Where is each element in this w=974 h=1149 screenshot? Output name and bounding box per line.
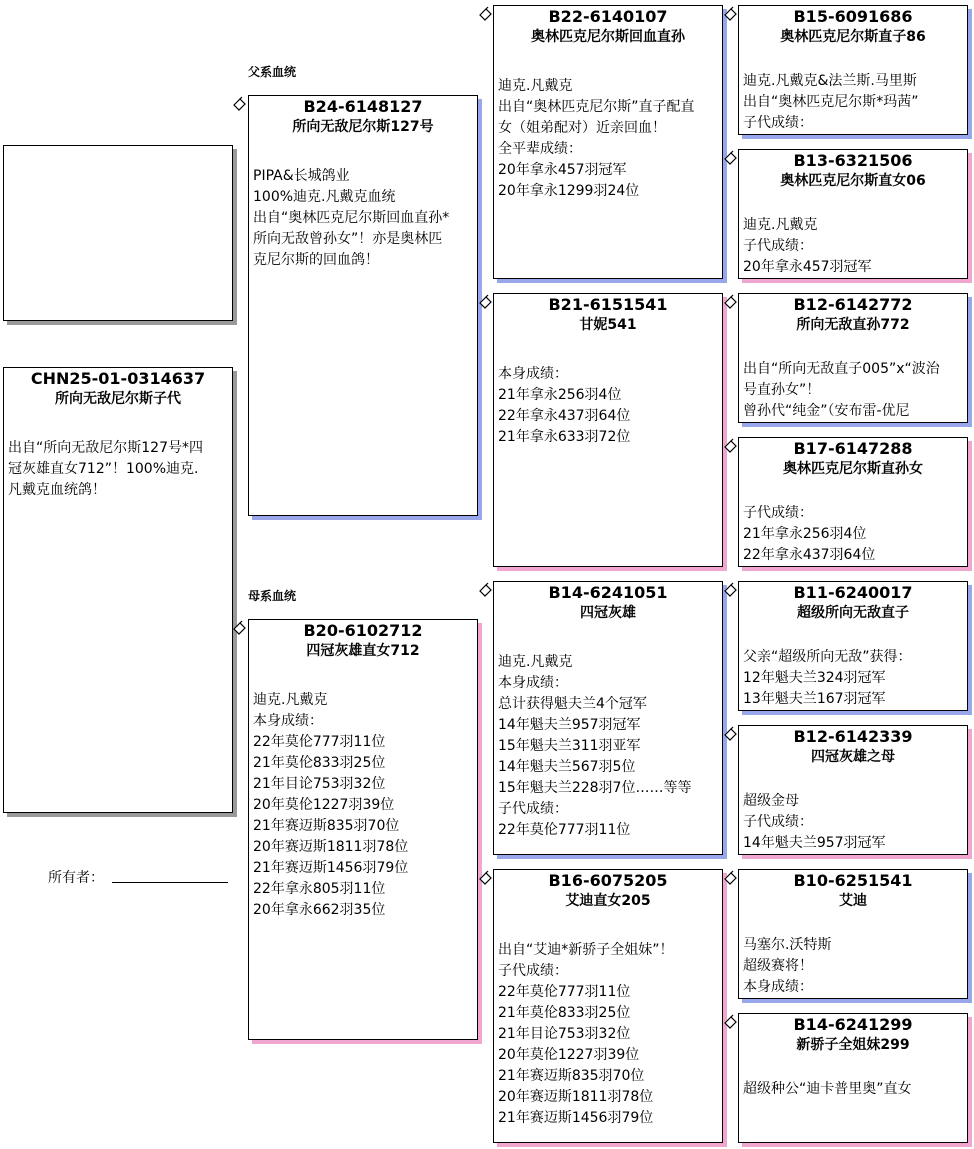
ring-number: B16-6075205 bbox=[548, 871, 668, 890]
pedigree-box-subject[interactable] bbox=[3, 367, 233, 813]
bird-notes bbox=[739, 791, 967, 854]
edit-icon[interactable] bbox=[723, 726, 739, 742]
pedigree-box-dam-sire[interactable] bbox=[493, 581, 723, 855]
note-line: 20年赛迈斯1811羽78位 bbox=[253, 839, 409, 855]
pedigree-box-dam[interactable] bbox=[248, 619, 478, 1040]
edit-icon[interactable] bbox=[723, 6, 739, 22]
bird-name: 四冠灰雄 bbox=[580, 605, 636, 621]
bird-notes bbox=[4, 438, 232, 501]
note-line: 超级金母 bbox=[743, 793, 799, 809]
bird-name: 艾迪直女205 bbox=[565, 893, 651, 909]
note-line: 21年拿永256羽4位 bbox=[743, 526, 867, 542]
note-line: 22年莫伦777羽11位 bbox=[498, 822, 631, 838]
ring-number: CHN25-01-0314637 bbox=[30, 369, 206, 388]
ring-number: B13-6321506 bbox=[793, 151, 913, 170]
note-line: 14年魁夫兰957羽冠军 bbox=[498, 717, 641, 733]
pedigree-box-ssd[interactable] bbox=[738, 149, 968, 279]
note-line: 13年魁夫兰167羽冠军 bbox=[743, 691, 886, 707]
edit-icon[interactable] bbox=[478, 294, 494, 310]
note-line: 本身成绩： bbox=[498, 366, 568, 382]
note-line: 子代成绩： bbox=[743, 505, 813, 521]
edit-icon[interactable] bbox=[478, 6, 494, 22]
ring-number: B12-6142339 bbox=[793, 727, 913, 746]
bird-name: 所向无敌直孙772 bbox=[796, 317, 910, 333]
bird-notes bbox=[739, 935, 967, 998]
edit-icon[interactable] bbox=[232, 96, 248, 112]
ring-number: B24-6148127 bbox=[303, 97, 423, 116]
ring-number: B22-6140107 bbox=[548, 7, 668, 26]
note-line: 出自“奥林匹克尼尔斯*玛茜” bbox=[743, 94, 919, 110]
note-line: 总计获得魁夫兰4个冠军 bbox=[498, 696, 647, 712]
note-line: 本身成绩： bbox=[253, 713, 323, 729]
ring-number: B21-6151541 bbox=[548, 295, 668, 314]
note-line: 迪克.凡戴克 bbox=[498, 654, 573, 670]
bird-name: 所向无敌尼尔斯子代 bbox=[55, 391, 181, 407]
note-line: 100%迪克.凡戴克血统 bbox=[253, 189, 396, 205]
bird-name: 奥林匹克尼尔斯回血直孙 bbox=[531, 29, 685, 45]
note-line: 14年魁夫兰957羽冠军 bbox=[743, 835, 886, 851]
note-line: 克尼尔斯的回血鸽！ bbox=[253, 252, 379, 268]
note-line: 马塞尔.沃特斯 bbox=[743, 937, 832, 953]
note-line: 子代成绩： bbox=[743, 115, 813, 131]
note-line: 出自“奥林匹克尼尔斯回血直孙* bbox=[253, 210, 450, 226]
note-line: 20年拿永662羽35位 bbox=[253, 902, 386, 918]
bird-notes bbox=[494, 940, 722, 1129]
note-line: 21年赛迈斯835羽70位 bbox=[253, 818, 400, 834]
ring-number: B14-6241299 bbox=[793, 1015, 913, 1034]
note-line: 21年莫伦833羽25位 bbox=[498, 1005, 631, 1021]
note-line: 22年莫伦777羽11位 bbox=[253, 734, 386, 750]
note-line: 本身成绩： bbox=[498, 675, 568, 691]
note-line: 14年魁夫兰567羽5位 bbox=[498, 759, 636, 775]
bird-notes bbox=[739, 647, 967, 710]
note-line: 超级赛将！ bbox=[743, 958, 813, 974]
note-line: 22年拿永437羽64位 bbox=[498, 408, 631, 424]
note-line: 20年赛迈斯1811羽78位 bbox=[498, 1089, 654, 1105]
bird-notes bbox=[739, 359, 967, 422]
photo-placeholder bbox=[3, 145, 233, 321]
note-line: 21年目论753羽32位 bbox=[498, 1026, 631, 1042]
bird-notes bbox=[494, 364, 722, 448]
note-line: 20年拿永457羽冠军 bbox=[743, 259, 872, 275]
note-line: 21年莫伦833羽25位 bbox=[253, 755, 386, 771]
note-line: 出自“艾迪*新骄子全姐妹”！ bbox=[498, 942, 674, 958]
pedigree-box-dam-dam[interactable] bbox=[493, 869, 723, 1143]
note-line: 子代成绩： bbox=[498, 801, 568, 817]
note-line: 迪克.凡戴克&法兰斯.马里斯 bbox=[743, 73, 917, 89]
bird-name: 奥林匹克尼尔斯直子86 bbox=[780, 29, 926, 45]
note-line: 21年目论753羽32位 bbox=[253, 776, 386, 792]
bird-name: 奥林匹克尼尔斯直孙女 bbox=[783, 461, 923, 477]
ring-number: B14-6241051 bbox=[548, 583, 668, 602]
note-line: 超级种公“迪卡普里奥”直女 bbox=[743, 1081, 912, 1097]
bird-notes bbox=[249, 166, 477, 271]
note-line: 22年拿永437羽64位 bbox=[743, 547, 876, 563]
owner-label: 所有者： bbox=[48, 870, 104, 886]
bird-name: 艾迪 bbox=[839, 893, 867, 909]
note-line: 冠灰雄直女712”！100%迪克. bbox=[8, 461, 199, 477]
note-line: 迪克.凡戴克 bbox=[743, 217, 818, 233]
bird-name: 四冠灰雄直女712 bbox=[306, 643, 420, 659]
pedigree-box-sire-dam[interactable] bbox=[493, 293, 723, 567]
ring-number: B17-6147288 bbox=[793, 439, 913, 458]
ring-number: B12-6142772 bbox=[793, 295, 913, 314]
note-line: 父亲“超级所向无敌”获得： bbox=[743, 649, 912, 665]
bird-name: 甘妮541 bbox=[579, 317, 637, 333]
note-line: 本身成绩： bbox=[743, 979, 813, 995]
pedigree-box-dsd[interactable] bbox=[738, 725, 968, 855]
note-line: 21年赛迈斯835羽70位 bbox=[498, 1068, 645, 1084]
pedigree-box-sire[interactable] bbox=[248, 95, 478, 516]
note-line: 所向无敌曾孙女”！亦是奥林匹 bbox=[253, 231, 443, 247]
edit-icon[interactable] bbox=[723, 150, 739, 166]
bird-notes bbox=[249, 690, 477, 921]
note-line: 21年赛迈斯1456羽79位 bbox=[253, 860, 409, 876]
note-line: 出自“所向无敌尼尔斯127号*四 bbox=[8, 440, 203, 456]
edit-icon[interactable] bbox=[723, 294, 739, 310]
bird-notes bbox=[739, 503, 967, 566]
owner-signature-line[interactable] bbox=[112, 882, 228, 883]
bird-notes bbox=[494, 652, 722, 841]
note-line: 子代成绩： bbox=[743, 238, 813, 254]
pedigree-box-sire-sire[interactable] bbox=[493, 5, 723, 279]
note-line: 号直孙女”！ bbox=[743, 382, 821, 398]
pedigree-box-sss[interactable] bbox=[738, 5, 968, 135]
note-line: 21年赛迈斯1456羽79位 bbox=[498, 1110, 654, 1126]
bird-name: 超级所向无敌直子 bbox=[797, 605, 909, 621]
ring-number: B11-6240017 bbox=[793, 583, 913, 602]
edit-icon[interactable] bbox=[723, 438, 739, 454]
note-line: 曾孙代“纯金”（安布雷-优尼 bbox=[743, 403, 910, 419]
ring-number: B10-6251541 bbox=[793, 871, 913, 890]
note-line: 20年莫伦1227羽39位 bbox=[498, 1047, 640, 1063]
bird-name: 新骄子全姐妹299 bbox=[796, 1037, 910, 1053]
note-line: PIPA&长城鸽业 bbox=[253, 168, 350, 184]
note-line: 20年拿永1299羽24位 bbox=[498, 183, 640, 199]
pedigree-box-dds[interactable] bbox=[738, 869, 968, 999]
pedigree-box-ddd[interactable] bbox=[738, 1013, 968, 1143]
pedigree-box-dss[interactable] bbox=[738, 581, 968, 711]
edit-icon[interactable] bbox=[723, 870, 739, 886]
note-line: 15年魁夫兰311羽亚军 bbox=[498, 738, 641, 754]
note-line: 迪克.凡戴克 bbox=[253, 692, 328, 708]
edit-icon[interactable] bbox=[232, 620, 248, 636]
edit-icon[interactable] bbox=[723, 1014, 739, 1030]
note-line: 出自“所向无敌直子005”x“波治 bbox=[743, 361, 940, 377]
note-line: 全平辈成绩： bbox=[498, 141, 582, 157]
note-line: 15年魁夫兰228羽7位……等等 bbox=[498, 780, 692, 796]
note-line: 女（姐弟配对）近亲回血！ bbox=[498, 120, 666, 136]
pedigree-box-sdd[interactable] bbox=[738, 437, 968, 567]
ring-number: B15-6091686 bbox=[793, 7, 913, 26]
edit-icon[interactable] bbox=[478, 582, 494, 598]
note-line: 子代成绩： bbox=[743, 814, 813, 830]
note-line: 迪克.凡戴克 bbox=[498, 78, 573, 94]
bird-name: 奥林匹克尼尔斯直女06 bbox=[780, 173, 926, 189]
bird-name: 所向无敌尼尔斯127号 bbox=[292, 119, 434, 135]
note-line: 凡戴克血统鸽！ bbox=[8, 482, 106, 498]
pedigree-box-sds[interactable] bbox=[738, 293, 968, 423]
note-line: 出自“奥林匹克尼尔斯”直子配直 bbox=[498, 99, 695, 115]
maternal-label: 母系血统 bbox=[248, 589, 297, 603]
bird-notes bbox=[739, 1079, 967, 1100]
note-line: 20年莫伦1227羽39位 bbox=[253, 797, 395, 813]
note-line: 21年拿永633羽72位 bbox=[498, 429, 631, 445]
bird-notes bbox=[739, 71, 967, 134]
note-line: 22年莫伦777羽11位 bbox=[498, 984, 631, 1000]
paternal-label: 父系血统 bbox=[248, 65, 297, 79]
note-line: 20年拿永457羽冠军 bbox=[498, 162, 627, 178]
ring-number: B20-6102712 bbox=[303, 621, 423, 640]
note-line: 12年魁夫兰324羽冠军 bbox=[743, 670, 886, 686]
note-line: 21年拿永256羽4位 bbox=[498, 387, 622, 403]
bird-notes bbox=[494, 76, 722, 202]
edit-icon[interactable] bbox=[723, 582, 739, 598]
bird-name: 四冠灰雄之母 bbox=[811, 749, 895, 765]
note-line: 子代成绩： bbox=[498, 963, 568, 979]
bird-notes bbox=[739, 215, 967, 278]
edit-icon[interactable] bbox=[478, 870, 494, 886]
note-line: 22年拿永805羽11位 bbox=[253, 881, 386, 897]
